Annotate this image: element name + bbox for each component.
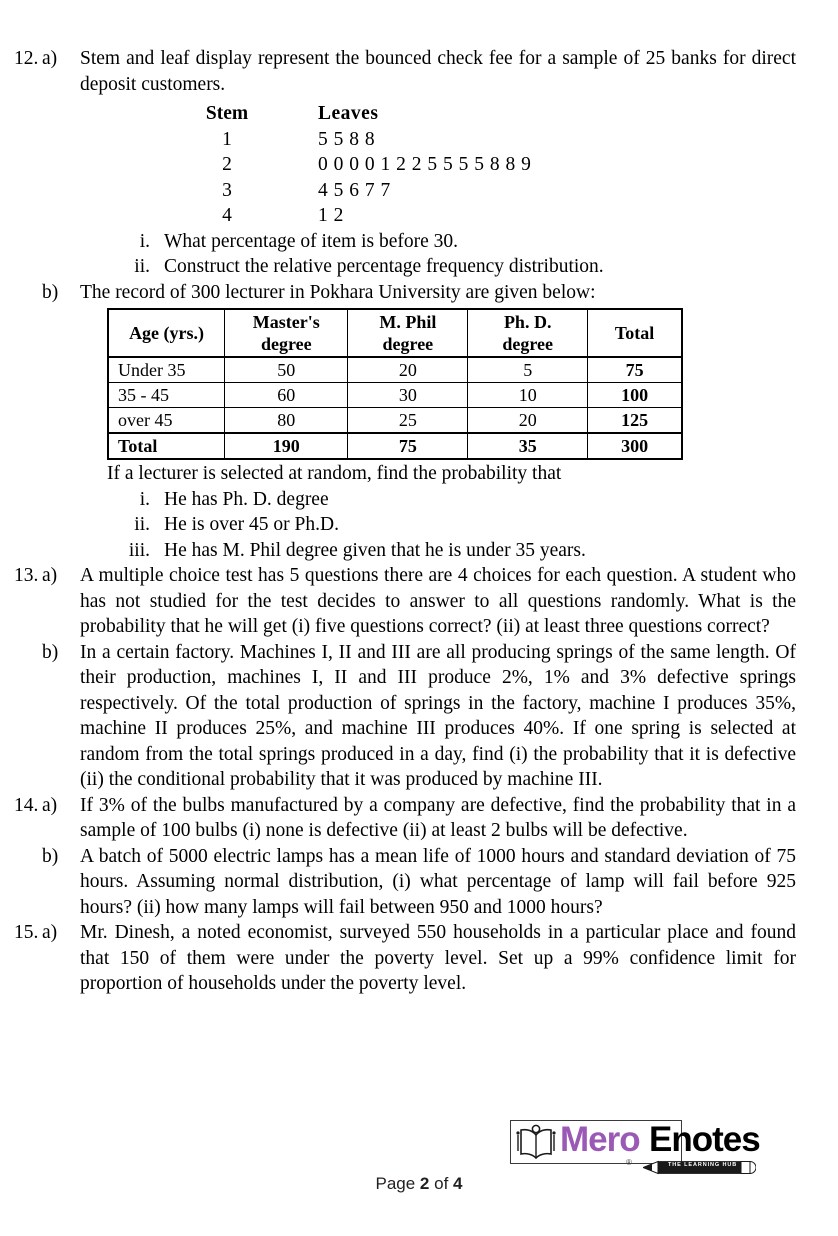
- question-number: 12.: [14, 48, 39, 69]
- question-number: 15.: [14, 922, 39, 943]
- question-12a: [0, 46, 838, 97]
- leaf-values: 5 5 8 8: [318, 128, 376, 150]
- lecturer-degree-table: [107, 308, 683, 460]
- question-14b: [0, 844, 838, 921]
- cell-age: 35 - 45: [108, 383, 225, 408]
- question-number: 14.: [14, 794, 39, 816]
- cell-mphil-total: 75: [348, 433, 468, 459]
- part-text: In a certain factory. Machines I, II and III are all producing springs of the same length. Of their production, machines I, II and III produce 2%, 1% and 3% defective springs respectively. Of the total production of springs in the factory, machine I produces 35%, machine II produces 25%, and machine III produces 40%. If one spring is selected at random from the total springs produced in a day, find (i) the probability that it is defective (ii) the conditional probability that it was produced by machine III.: [80, 641, 796, 790]
- stem-leaf-row: [162, 203, 838, 229]
- cell-total: 125: [588, 408, 682, 434]
- part-letter: a): [42, 565, 58, 586]
- cell-mphil: 20: [348, 357, 468, 383]
- cell-total: 75: [588, 357, 682, 383]
- header-mphil-line2: degree: [382, 334, 434, 354]
- sub-item: [118, 512, 838, 538]
- cell-phd: 5: [468, 357, 588, 383]
- part-letter: b): [42, 845, 59, 867]
- document-page: [0, 46, 838, 1236]
- cell-age-total: Total: [108, 433, 225, 459]
- sub-item-text: He has Ph. D. degree: [164, 488, 329, 510]
- cell-masters: 50: [225, 357, 348, 383]
- part-letter: b): [42, 641, 59, 663]
- sub-item-text: Construct the relative percentage frequency distribution.: [164, 256, 604, 277]
- header-masters-line1: Master's: [252, 312, 320, 332]
- cell-age: Under 35: [108, 357, 225, 383]
- header-phd-line1: Ph. D.: [503, 312, 552, 332]
- sub-item: [118, 254, 838, 280]
- sub-item-text: He has M. Phil degree given that he is under 35 years.: [164, 539, 586, 561]
- stem-header: Stem: [205, 103, 249, 124]
- page-total: 4: [453, 1174, 463, 1193]
- after-table-text: If a lecturer is selected at random, find the probability that: [107, 463, 562, 484]
- question-number: 13.: [14, 565, 39, 586]
- sub-item-text: He is over 45 or Ph.D.: [164, 514, 339, 535]
- open-book-icon: [514, 1123, 558, 1163]
- sub-item-label: i.: [139, 488, 150, 510]
- table-row: [108, 408, 682, 434]
- table-header-row: [108, 309, 682, 357]
- cell-phd: 10: [468, 383, 588, 408]
- logo-text-mero: Mero: [560, 1120, 640, 1159]
- part-letter: a): [42, 922, 58, 943]
- sub-item: [118, 229, 838, 255]
- page-current: 2: [419, 1174, 430, 1193]
- stem-leaf-row: [162, 152, 838, 178]
- header-mphil: [348, 309, 468, 357]
- logo-registration-mark: ®: [626, 1158, 632, 1167]
- header-phd-line2: degree: [502, 334, 554, 354]
- part-text: If 3% of the bulbs manufactured by a company are defective, find the probability that in a sample of 100 bulbs (i) none is defective (ii) at least 2 bulbs will be defective.: [80, 794, 796, 841]
- part-letter: a): [42, 48, 58, 69]
- stem-value: 1: [222, 128, 232, 150]
- cell-grand-total: 300: [588, 433, 682, 459]
- part-letter: a): [42, 794, 58, 816]
- logo-tagline: THE LEARNING HUB: [668, 1162, 738, 1168]
- cell-mphil: 25: [348, 408, 468, 434]
- meroenotes-logo: [508, 1120, 760, 1176]
- stem-value: 2: [222, 154, 232, 175]
- logo-text-enotes: Enotes: [649, 1120, 760, 1159]
- page-footer: [0, 1118, 838, 1214]
- table-total-row: [108, 433, 682, 459]
- question-13: [0, 563, 838, 793]
- stem-value: 3: [222, 179, 232, 201]
- part-letter: b): [42, 281, 59, 303]
- leaf-values: 1 2: [318, 205, 344, 226]
- sub-item-label: ii.: [134, 514, 150, 535]
- cell-masters-total: 190: [225, 433, 348, 459]
- header-mphil-line1: M. Phil: [379, 312, 437, 332]
- stem-leaf-display: [162, 101, 838, 229]
- sub-item: [118, 538, 838, 564]
- sub-item-label: ii.: [134, 256, 150, 277]
- question-12b: [0, 280, 838, 306]
- leaves-header: Leaves: [318, 103, 379, 124]
- header-masters-line2: degree: [260, 334, 312, 354]
- sub-item-label: iii.: [128, 539, 150, 561]
- header-masters: [225, 309, 348, 357]
- page-of: of: [434, 1174, 449, 1193]
- cell-total: 100: [588, 383, 682, 408]
- part-text: A batch of 5000 electric lamps has a mean life of 1000 hours and standard deviation of 75 hours. Assuming normal distribution, (i) what percentage of lamp will fail before 925 hours? (ii) how many lamps will fail between 950 and 1000 hours?: [80, 845, 796, 918]
- page-number: [0, 1174, 838, 1194]
- cell-age: over 45: [108, 408, 225, 434]
- cell-masters: 60: [225, 383, 348, 408]
- part-text: Stem and leaf display represent the bounced check fee for a sample of 25 banks for direct deposit customers.: [80, 48, 796, 95]
- stem-leaf-row: [162, 127, 838, 153]
- question-13b: [0, 640, 838, 793]
- page-label: Page: [375, 1174, 416, 1193]
- part-text: Mr. Dinesh, a noted economist, surveyed 550 households in a particular place and found that 150 of them were under the poverty level. Set up a 99% confidence limit for proportion of households under the poverty level.: [80, 922, 796, 994]
- lecturer-degree-table-wrap: [107, 308, 838, 460]
- stem-leaf-header: [162, 101, 838, 127]
- sub-item: [118, 487, 838, 513]
- cell-mphil: 30: [348, 383, 468, 408]
- question-12a-subitems: [118, 229, 838, 280]
- question-15a: [0, 920, 838, 997]
- part-text: The record of 300 lecturer in Pokhara University are given below:: [80, 281, 596, 303]
- question-14: [0, 793, 838, 921]
- sub-item-text: What percentage of item is before 30.: [164, 230, 458, 252]
- header-phd: [468, 309, 588, 357]
- table-row: [108, 383, 682, 408]
- question-12b-subitems: [118, 487, 838, 564]
- table-row: [108, 357, 682, 383]
- cell-phd-total: 35: [468, 433, 588, 459]
- cell-masters: 80: [225, 408, 348, 434]
- question-12: [0, 46, 838, 563]
- sub-item-label: i.: [139, 230, 150, 252]
- stem-value: 4: [222, 205, 232, 226]
- question-14a: [0, 793, 838, 844]
- header-total: Total: [588, 309, 682, 357]
- header-age: Age (yrs.): [108, 309, 225, 357]
- cell-phd: 20: [468, 408, 588, 434]
- question-13a: [0, 563, 838, 640]
- leaf-values: 4 5 6 7 7: [318, 179, 391, 201]
- question-15: [0, 920, 838, 997]
- leaf-values: 0 0 0 0 1 2 2 5 5 5 5 8 8 9: [318, 154, 532, 175]
- stem-leaf-row: [162, 178, 838, 204]
- part-text: A multiple choice test has 5 questions there are 4 choices for each question. A student who has not studied for the test decides to answer to all questions randomly. What is the probability that he will get (i) five questions correct? (ii) at least three questions correct?: [80, 565, 796, 637]
